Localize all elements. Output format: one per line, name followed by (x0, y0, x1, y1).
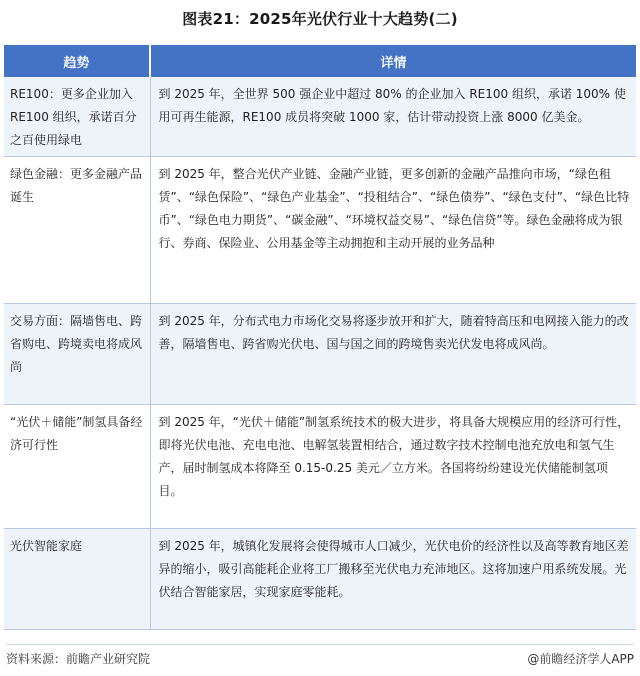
detail-cell: 到 2025 年，“光伏＋储能”制氢系统技术的极大进步，将具备大规模应用的经济可行性，即将光伏电池、充电电池、电解氢装置相结合，通过数字技术控制电池充放电和氢气生产，届时制氢成本将降至 0.15-0.25 美元／立方米。各国将纷纷建设光伏储能制氢项目。 (150, 405, 636, 529)
footer (6, 644, 634, 669)
trend-cell: “光伏＋储能”制氢具备经济可行性 (4, 405, 150, 529)
detail-cell: 到 2025 年，整合光伏产业链、金融产业链，更多创新的金融产品推向市场，“绿色租赁”、“绿色保险”、“绿色产业基金”、“投租结合”、“绿色债券”、“绿色支付”、“绿色比特币”、“绿色电力期货”、“碳金融”、“环境权益交易”、“绿色信贷”等。绿色金融将成为银行、券商、保险业、公用基金等主动拥抱和主动开展的业务品种 (150, 157, 636, 304)
trend-cell: 绿色金融：更多金融产品诞生 (4, 157, 150, 304)
table-row (4, 529, 636, 630)
detail-cell: 到 2025 年，全世界 500 强企业中超过 80% 的企业加入 RE100 组织，承诺 100% 使用可再生能源，RE100 成员将突破 1000 家，估计带动投资上涨 8000 亿美金。 (150, 77, 636, 157)
detail-cell: 到 2025 年，城镇化发展将会使得城市人口减少，光伏电价的经济性以及高等教育地区差异的缩小，吸引高能耗企业将工厂搬移至光伏电力充沛地区。这将加速户用系统发展。光伏结合智能家居，实现家庭零能耗。 (150, 529, 636, 630)
trend-cell: RE100：更多企业加入 RE100 组织，承诺百分之百使用绿电 (4, 77, 150, 157)
page-title: 图表21：2025年光伏行业十大趋势(二) (182, 10, 458, 28)
header-trend: 趋势 (4, 45, 150, 77)
detail-cell: 到 2025 年，分布式电力市场化交易将逐步放开和扩大，随着特高压和电网接入能力的改善，隔墙售电、跨省购光伏电、国与国之间的跨境售卖光伏发电将成风尚。 (150, 304, 636, 405)
trend-cell: 交易方面：隔墙售电、跨省购电、跨境卖电将成风尚 (4, 304, 150, 405)
table-row (4, 157, 636, 304)
trend-table (4, 45, 636, 630)
trend-cell: 光伏智能家庭 (4, 529, 150, 630)
header-detail: 详情 (150, 45, 636, 77)
brand-credit: @前瞻经济学人APP (527, 652, 634, 666)
table-header-row (4, 45, 636, 77)
table-row (4, 405, 636, 529)
table-row (4, 304, 636, 405)
table-row (4, 77, 636, 157)
source-note: 资料来源：前瞻产业研究院 (6, 652, 151, 666)
